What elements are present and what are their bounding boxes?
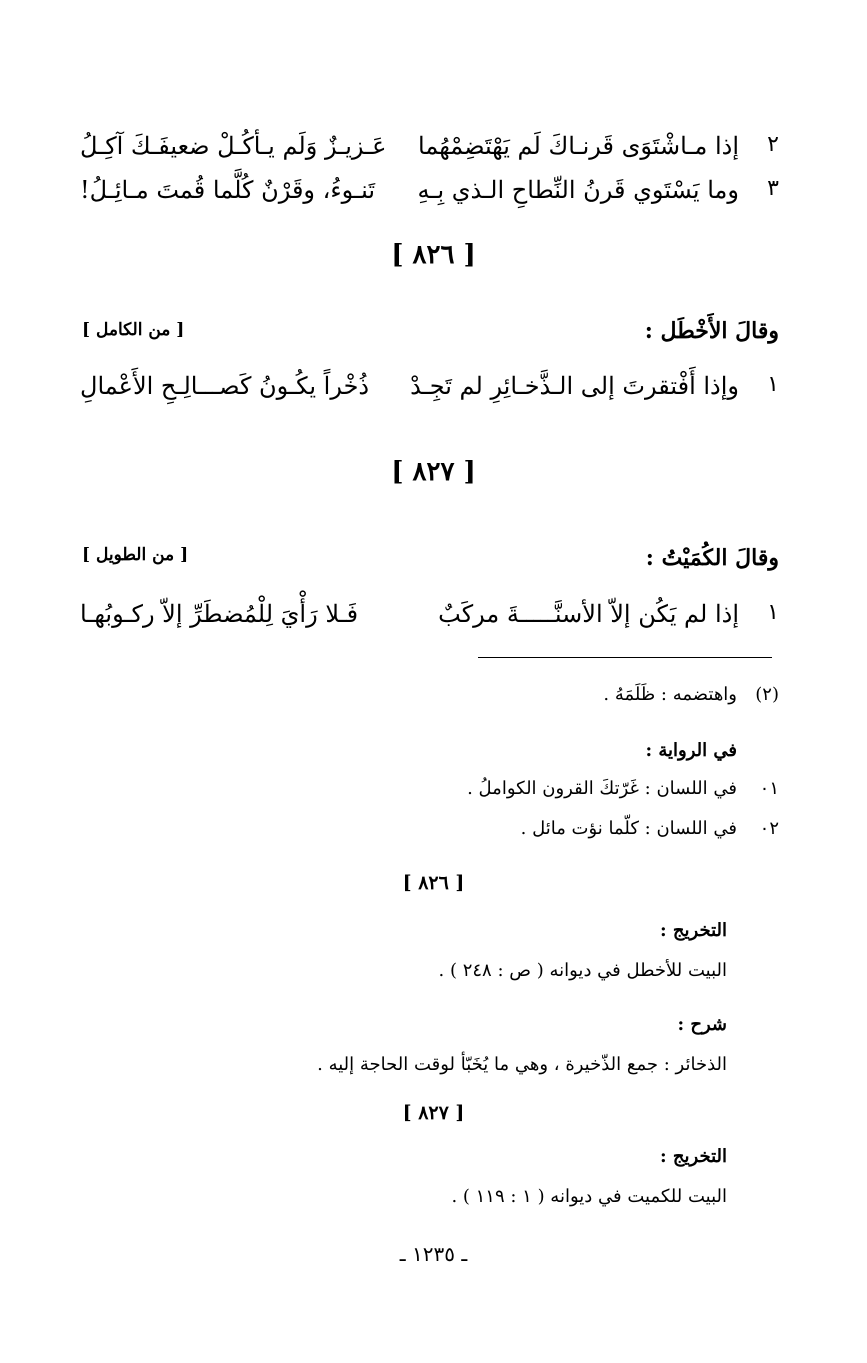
sharh-label-826: شرح : — [677, 1014, 727, 1035]
footnote-heading-827: [ ٨٢٧ ] — [402, 1102, 465, 1124]
riwaya-heading: في الرواية : — [645, 740, 737, 761]
footnote-2-number: (٢) — [755, 684, 779, 705]
verse-number: ١ — [767, 372, 779, 397]
poem-heading-826: [ ٨٢٦ ] — [391, 240, 476, 270]
verse-first-hemistich: إذا مـاشْتَوَى قَرنـاكَ لَم يَهْتَضِمْهُما — [418, 132, 739, 160]
riwaya-1-text: في اللسان : غَرّتكَ القرون الكواملُ . — [467, 778, 737, 799]
verse-2 — [80, 132, 779, 172]
riwaya-2-number: ٠٢ — [759, 818, 779, 839]
verse-first-hemistich: إذا لم يَكُن إلاّ الأسنَّـــــةَ مركَبٌ — [438, 600, 739, 628]
verse-first-hemistich: وما يَسْتَوي قَرنُ النِّطاحِ الـذي بِـهِ — [417, 176, 739, 204]
poem-intro-827: وقالَ الكُمَيْتُ : — [645, 545, 779, 571]
riwaya-2-text: في اللسان : كلّما نؤت مائل . — [520, 818, 737, 839]
verse-second-hemistich: فَـلا رَأْيَ لِلْمُضطَرِّ إلاّ ركـوبُهـا — [80, 600, 359, 628]
takhrij-text-826: البيت للأخطل في ديوانه ( ص : ٢٤٨ ) . — [438, 960, 727, 981]
verse-3 — [80, 176, 779, 216]
sharh-text-826: الذخائر : جمع الذّخيرة ، وهي ما يُخَبّأ لوقت الحاجة إليه . — [317, 1054, 727, 1075]
verse-number: ١ — [767, 600, 779, 625]
poem-meter-826: [ من الكامل ] — [82, 320, 185, 340]
verse-826-1 — [80, 372, 779, 412]
verse-number: ٣ — [767, 176, 779, 201]
verse-second-hemistich: تَنـوءُ، وقَرْنٌ كُلَّما قُمتَ مـائِـلُ! — [80, 176, 376, 204]
takhrij-label-826: التخريج : — [659, 920, 727, 941]
poem-intro-826: وقالَ الأَخْطَل : — [644, 318, 779, 344]
page-number: ـ ١٢٣٥ ـ — [399, 1242, 468, 1266]
footnote-separator — [478, 657, 772, 658]
takhrij-text-827: البيت للكميت في ديوانه ( ١ : ١١٩ ) . — [451, 1186, 727, 1207]
verse-second-hemistich: عَـزيـزٌ وَلَم يـأكُـلْ ضعيفَـكَ آكِـلُ — [80, 132, 387, 160]
takhrij-label-827: التخريج : — [659, 1146, 727, 1167]
riwaya-1-number: ٠١ — [759, 778, 779, 799]
verse-number: ٢ — [767, 132, 779, 157]
footnote-heading-826: [ ٨٢٦ ] — [402, 872, 465, 894]
poem-heading-827: [ ٨٢٧ ] — [391, 457, 476, 487]
verse-first-hemistich: وإذا أَفْتقرتَ إلى الـذَّخـائِرِ لم تَجِـدْ — [410, 372, 739, 400]
verse-second-hemistich: ذُخْراً يكُـونُ كَصـــالِـحِ الأَعْمالِ — [80, 372, 370, 400]
poem-meter-827: [ من الطويل ] — [82, 545, 189, 565]
footnote-2-text: واهتضمه : ظَلَمَهُ . — [603, 684, 737, 705]
verse-827-1 — [80, 600, 779, 640]
